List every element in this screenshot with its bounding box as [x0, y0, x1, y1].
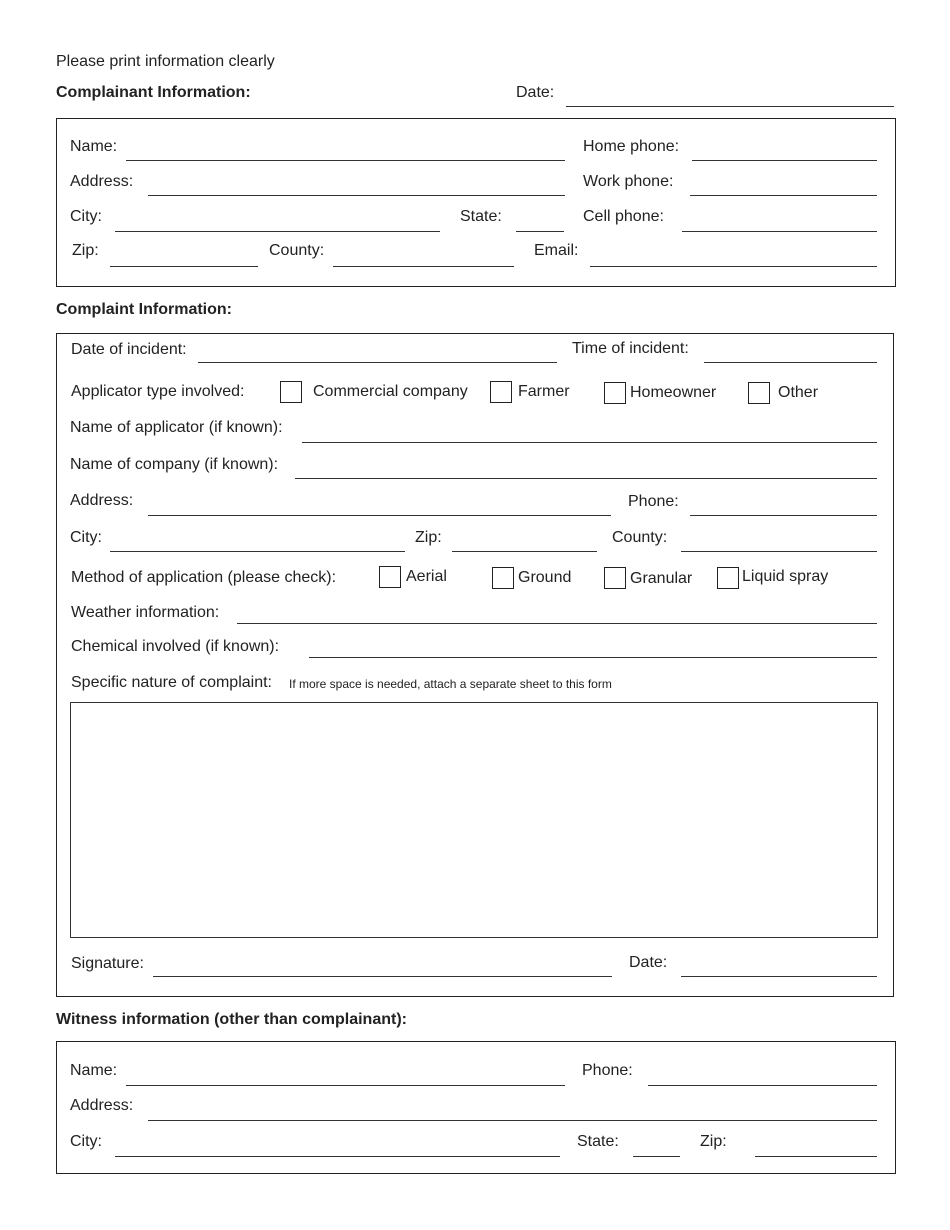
complainant-name-field[interactable]	[126, 160, 565, 161]
cell-phone-field[interactable]	[682, 231, 877, 232]
witness-phone-label: Phone:	[582, 1062, 633, 1079]
witness-name-label: Name:	[70, 1062, 118, 1079]
form-instruction: Please print information clearly	[56, 53, 275, 70]
other-checkbox[interactable]	[748, 382, 770, 404]
chemical-field[interactable]	[309, 657, 877, 658]
date-field[interactable]	[566, 106, 894, 107]
home-phone-field[interactable]	[692, 160, 877, 161]
company-city-label: City:	[70, 529, 102, 546]
homeowner-checkbox[interactable]	[604, 382, 626, 404]
company-phone-label: Phone:	[628, 493, 679, 510]
liquid-spray-checkbox[interactable]	[717, 567, 739, 589]
work-phone-label: Work phone:	[583, 173, 674, 190]
email-field[interactable]	[590, 266, 877, 267]
signature-date-field[interactable]	[681, 976, 877, 977]
complainant-address-label: Address:	[70, 173, 134, 190]
complainant-county-field[interactable]	[333, 266, 514, 267]
company-address-label: Address:	[70, 492, 134, 509]
complainant-zip-label: Zip:	[72, 242, 99, 259]
chemical-label: Chemical involved (if known):	[71, 638, 280, 655]
complainant-state-label: State:	[460, 208, 502, 225]
witness-state-label: State:	[577, 1133, 619, 1150]
date-label: Date:	[516, 84, 555, 101]
weather-field[interactable]	[237, 623, 877, 624]
witness-city-field[interactable]	[115, 1156, 560, 1157]
witness-box	[56, 1041, 896, 1174]
work-phone-field[interactable]	[690, 195, 877, 196]
granular-checkbox[interactable]	[604, 567, 626, 589]
homeowner-option: Homeowner	[630, 384, 717, 401]
nature-textarea[interactable]	[70, 702, 878, 938]
aerial-option: Aerial	[406, 568, 447, 585]
aerial-checkbox[interactable]	[379, 566, 401, 588]
weather-label: Weather information:	[71, 604, 220, 621]
ground-checkbox[interactable]	[492, 567, 514, 589]
method-label: Method of application (please check):	[71, 569, 337, 586]
company-name-label: Name of company (if known):	[70, 456, 279, 473]
email-label: Email:	[534, 242, 579, 259]
complainant-box	[56, 118, 896, 287]
applicator-name-field[interactable]	[302, 442, 877, 443]
cell-phone-label: Cell phone:	[583, 208, 664, 225]
complainant-city-field[interactable]	[115, 231, 440, 232]
signature-field[interactable]	[153, 976, 612, 977]
other-option: Other	[778, 384, 819, 401]
complainant-county-label: County:	[269, 242, 325, 259]
signature-date-label: Date:	[629, 954, 668, 971]
time-of-incident-field[interactable]	[704, 362, 877, 363]
liquid-spray-option: Liquid spray	[742, 568, 829, 585]
complainant-zip-field[interactable]	[110, 266, 258, 267]
company-city-field[interactable]	[110, 551, 405, 552]
witness-zip-label: Zip:	[700, 1133, 727, 1150]
complainant-state-field[interactable]	[516, 231, 564, 232]
witness-name-field[interactable]	[126, 1085, 565, 1086]
company-county-label: County:	[612, 529, 668, 546]
farmer-checkbox[interactable]	[490, 381, 512, 403]
witness-city-label: City:	[70, 1133, 102, 1150]
complainant-section-title: Complainant Information:	[56, 84, 251, 101]
applicator-type-label: Applicator type involved:	[71, 383, 245, 400]
date-of-incident-label: Date of incident:	[71, 341, 187, 358]
witness-phone-field[interactable]	[648, 1085, 877, 1086]
witness-state-field[interactable]	[633, 1156, 680, 1157]
ground-option: Ground	[518, 569, 572, 586]
complaint-section-title: Complaint Information:	[56, 301, 232, 318]
company-county-field[interactable]	[681, 551, 877, 552]
complainant-address-field[interactable]	[148, 195, 565, 196]
farmer-option: Farmer	[518, 383, 570, 400]
complainant-name-label: Name:	[70, 138, 118, 155]
company-address-field[interactable]	[148, 515, 611, 516]
company-phone-field[interactable]	[690, 515, 877, 516]
commercial-company-checkbox[interactable]	[280, 381, 302, 403]
signature-label: Signature:	[71, 955, 144, 972]
witness-address-label: Address:	[70, 1097, 134, 1114]
company-zip-field[interactable]	[452, 551, 597, 552]
time-of-incident-label: Time of incident:	[572, 340, 689, 357]
applicator-name-label: Name of applicator (if known):	[70, 419, 283, 436]
witness-address-field[interactable]	[148, 1120, 877, 1121]
company-zip-label: Zip:	[415, 529, 442, 546]
nature-label: Specific nature of complaint:	[71, 674, 272, 691]
home-phone-label: Home phone:	[583, 138, 680, 155]
witness-section-title: Witness information (other than complainant):	[56, 1011, 407, 1028]
witness-zip-field[interactable]	[755, 1156, 877, 1157]
date-of-incident-field[interactable]	[198, 362, 557, 363]
commercial-company-option: Commercial company	[313, 383, 468, 400]
company-name-field[interactable]	[295, 478, 877, 479]
complainant-city-label: City:	[70, 208, 102, 225]
granular-option: Granular	[630, 570, 693, 587]
nature-note: If more space is needed, attach a separate sheet to this form	[289, 677, 612, 691]
